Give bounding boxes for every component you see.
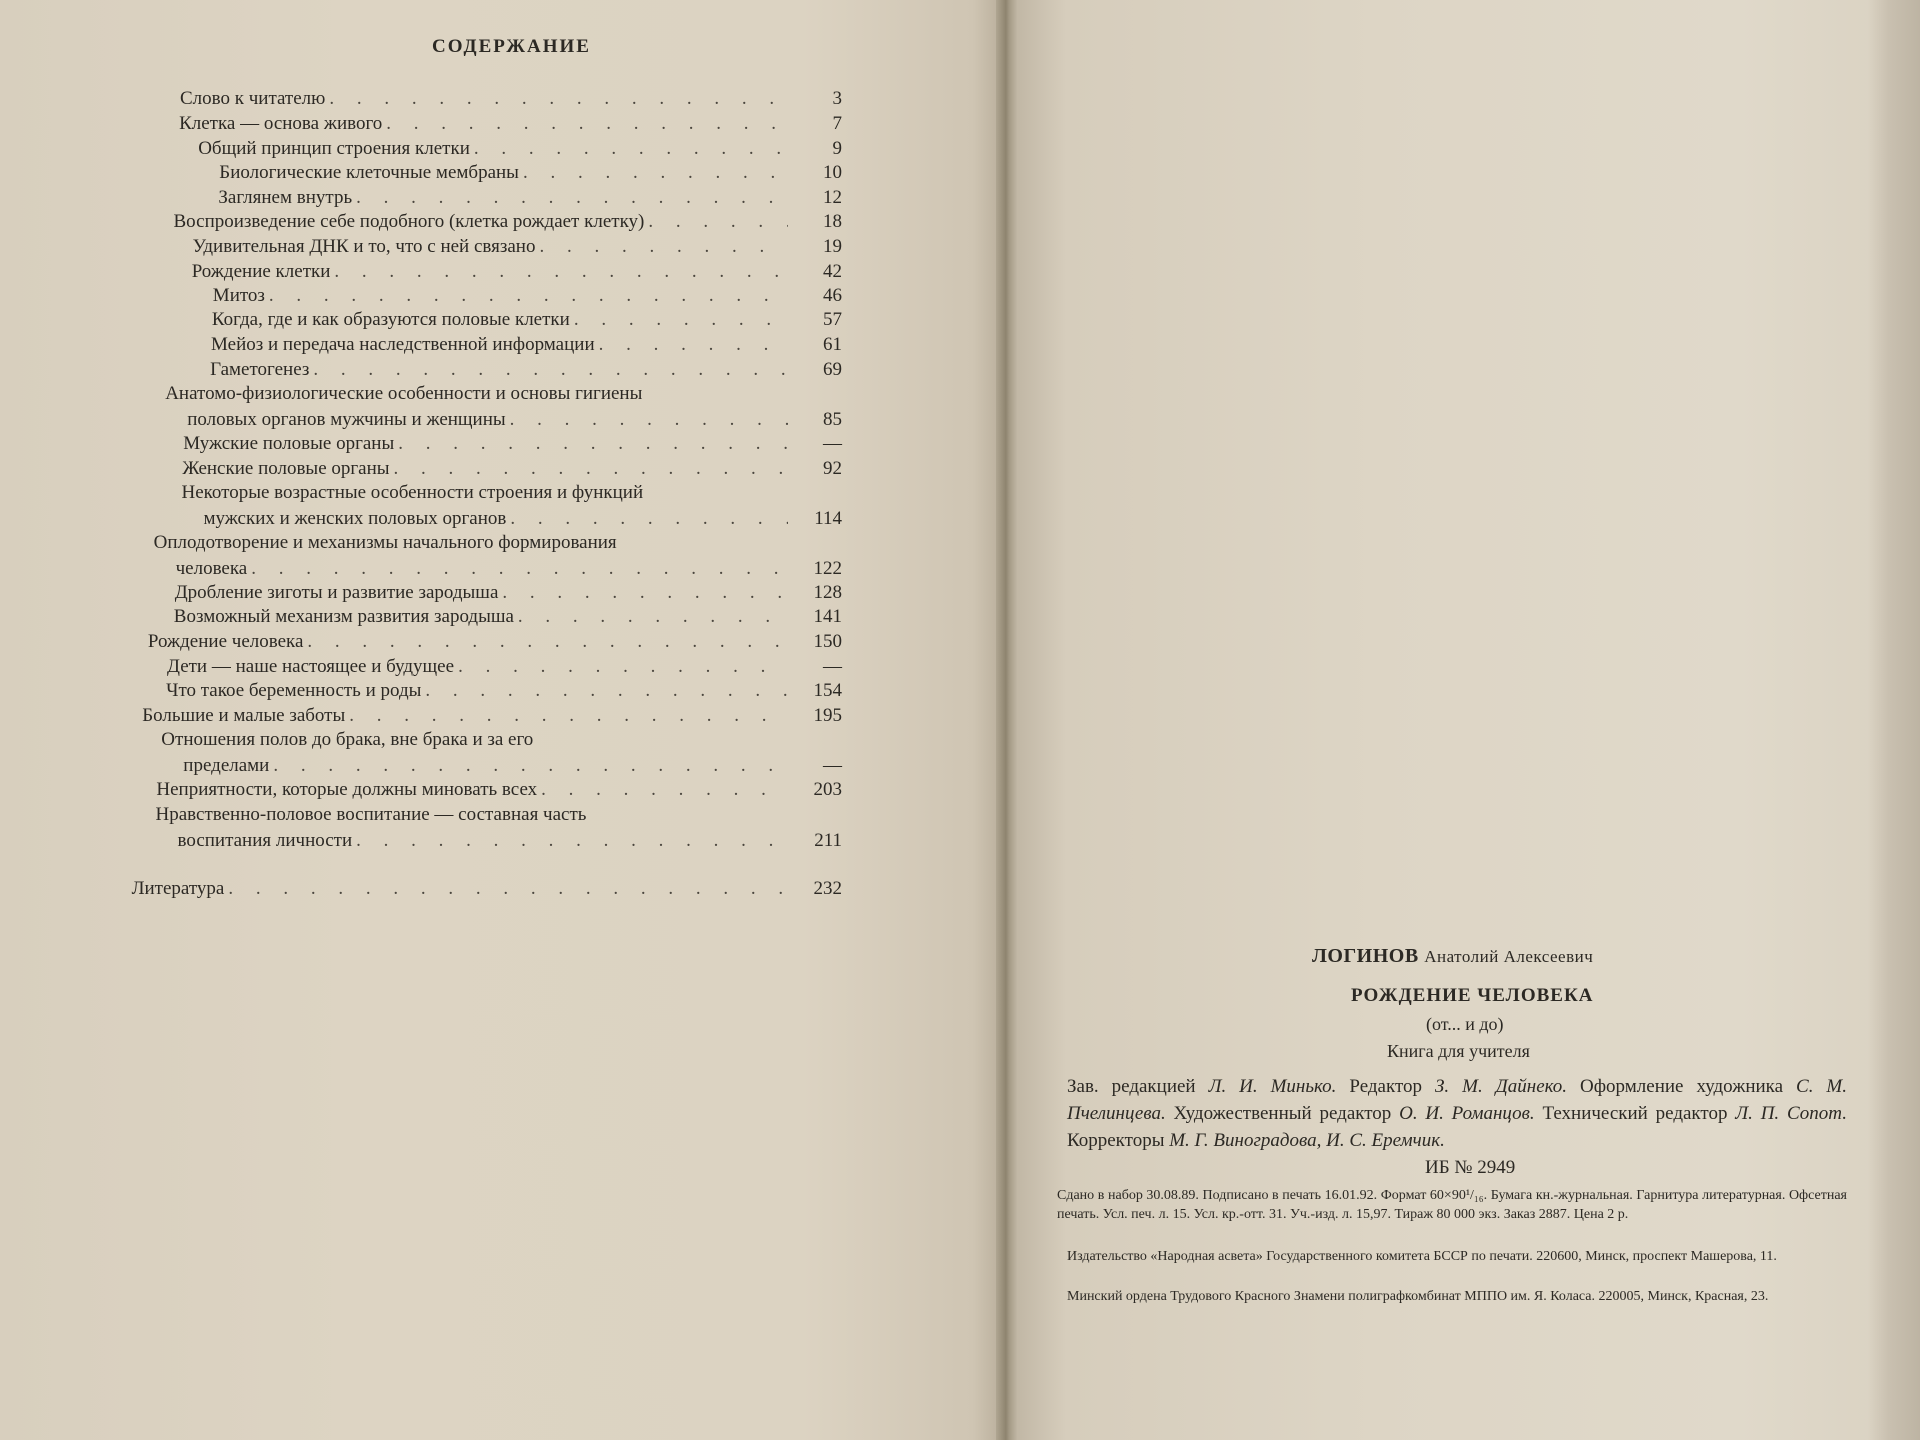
toc-page-number: 122 xyxy=(813,558,842,579)
book-gutter xyxy=(996,0,1018,1440)
toc-entry-line xyxy=(210,357,842,383)
toc-entry-text: Биологические клеточные мембраны xyxy=(219,162,519,183)
toc-entry xyxy=(183,431,842,457)
toc-page-number: 203 xyxy=(813,779,842,800)
toc-page-number: 69 xyxy=(822,359,842,380)
toc-entry-text: Большие и малые заботы xyxy=(142,705,346,726)
toc-entry-text: Митоз xyxy=(212,285,265,306)
toc-entry-line xyxy=(175,580,842,606)
toc-entry xyxy=(198,136,842,162)
toc-entry-text: Нравственно-половое воспитание — составная часть xyxy=(155,804,587,825)
toc-entry xyxy=(193,234,842,260)
toc-entry-line xyxy=(154,556,842,582)
toc-entry-text: Когда, где и как образуются половые клетки xyxy=(211,309,570,330)
toc-entry-text: Рождение клетки xyxy=(191,261,331,282)
toc-entry-text: Дети — наше настоящее и будущее xyxy=(167,656,455,677)
toc-leader-dots xyxy=(458,654,788,680)
toc-entry-line xyxy=(211,332,842,358)
toc-page-number: 9 xyxy=(832,138,842,159)
toc-page-number: 150 xyxy=(813,631,842,652)
toc-entry xyxy=(179,111,842,137)
toc-entry-text: Рождение человека xyxy=(147,631,304,652)
print-info: Сдано в набор 30.08.89. Подписано в печать 16.01.92. Формат 60×90¹/₁₆. Бумага кн.-журнальная. Гарнитура литературная. Офсетная печать. Усл. печ. л. 15. Усл. кр.-отт. 31. Уч.-изд. л. 15,97. Тираж 80 000 экз. Заказ 2887. Цена 2 р. xyxy=(1057,1188,1847,1222)
toc-page-number: 12 xyxy=(822,187,842,208)
toc-entry xyxy=(192,259,842,285)
toc-entry-line xyxy=(180,86,842,112)
toc-page-number: 154 xyxy=(813,680,842,701)
credits xyxy=(1067,1073,1847,1154)
toc-entry xyxy=(174,209,843,235)
toc-entry-text: Мейоз и передача наследственной информации xyxy=(211,334,595,355)
toc-leader-dots xyxy=(349,703,788,729)
toc-entry xyxy=(210,357,842,383)
author-surname: ЛОГИНОВ xyxy=(1312,945,1419,967)
toc-page-number: — xyxy=(822,755,842,776)
toc-entry-text: пределами xyxy=(183,755,270,776)
toc-entry-text: Литература xyxy=(131,878,225,899)
credits-label: Корректоры xyxy=(1067,1130,1170,1151)
toc-entry-line xyxy=(213,283,842,309)
toc-page-number: 46 xyxy=(822,285,842,306)
subtitle: (от... и до) xyxy=(1426,1014,1504,1034)
toc-leader-dots xyxy=(599,332,788,358)
toc-entry-text: Удивительная ДНК и то, что с ней связано xyxy=(192,236,536,257)
toc-entry-line xyxy=(142,703,842,729)
toc-title: СОДЕРЖАНИЕ xyxy=(432,36,591,57)
toc-entry-line xyxy=(161,753,842,779)
toc-entry-text: Мужские половые органы xyxy=(183,433,395,454)
toc-leader-dots xyxy=(539,234,788,260)
toc-entry-line xyxy=(219,160,842,186)
toc-leader-dots xyxy=(329,86,788,112)
toc-leader-dots xyxy=(394,456,788,482)
toc-entry-line xyxy=(192,259,842,285)
credits-name: М. Г. Виноградова, И. С. Еремчик. xyxy=(1169,1130,1445,1151)
toc-entry-text: Возможный механизм развития зародыша xyxy=(173,606,514,627)
toc-page-number: 114 xyxy=(814,508,842,529)
toc-page-number: 19 xyxy=(822,236,842,257)
toc-leader-dots xyxy=(541,777,788,803)
printer-info: Минский ордена Трудового Красного Знамени полиграфкомбинат МППО им. Я. Коласа. 220005, Минск, Красная, 23. xyxy=(1067,1289,1769,1304)
toc-leader-dots xyxy=(356,828,788,854)
toc-page-number: 85 xyxy=(822,409,842,430)
toc-entry xyxy=(156,802,843,854)
toc-entry-text: Заглянем внутрь xyxy=(218,187,353,208)
credits-label: Оформление художника xyxy=(1567,1076,1797,1097)
toc-page-number: 141 xyxy=(813,606,842,627)
book-title: РОЖДЕНИЕ ЧЕЛОВЕКА xyxy=(1351,985,1594,1006)
toc-leader-dots xyxy=(523,160,788,186)
toc-entry-text: Отношения полов до брака, вне брака и за его xyxy=(161,729,534,750)
toc-entry-line xyxy=(156,777,842,803)
toc-entry-line xyxy=(183,431,842,457)
toc-entry-text: Женские половые органы xyxy=(182,458,390,479)
toc-page-number: 10 xyxy=(822,162,842,183)
toc-page-number: 61 xyxy=(823,334,842,355)
toc-leader-dots xyxy=(510,506,788,532)
toc-leader-dots xyxy=(648,209,788,235)
toc-entry-text: мужских и женских половых органов xyxy=(203,508,507,529)
toc-entry-line xyxy=(174,209,843,235)
toc-entry xyxy=(175,580,842,606)
toc-entry-text: человека xyxy=(175,558,248,579)
toc-entry-line xyxy=(193,234,842,260)
toc-entry-text: Некоторые возрастные особенности строения и функций xyxy=(181,482,644,503)
toc-entry-line xyxy=(179,111,842,137)
toc-leader-dots xyxy=(574,307,788,333)
toc-entry-line xyxy=(218,185,842,211)
toc-entry xyxy=(165,381,842,433)
credits-name: О. И. Романцов. xyxy=(1399,1103,1535,1124)
toc-entry xyxy=(174,604,842,630)
toc-leader-dots xyxy=(273,753,788,779)
toc-entry-line xyxy=(182,456,842,482)
toc-entry-line xyxy=(165,407,842,433)
credits-name: З. М. Дайнеко. xyxy=(1435,1076,1568,1097)
credits-name: С. М. Пчелинцева. xyxy=(1067,1076,1848,1124)
toc-entry-text: Клетка — основа живого xyxy=(179,113,383,134)
toc-page-number: — xyxy=(822,433,842,454)
toc-leader-dots xyxy=(269,283,788,309)
toc-entry xyxy=(213,283,842,309)
toc-page-number: 3 xyxy=(832,88,842,109)
toc-entry-line xyxy=(156,828,843,854)
toc-entry-line xyxy=(198,136,842,162)
toc-page-number: 232 xyxy=(813,878,842,899)
toc-entry-line xyxy=(167,654,842,680)
toc-leader-dots xyxy=(307,629,788,655)
toc-entry-text: Дробление зиготы и развитие зародыша xyxy=(174,582,499,603)
toc-entry-text: Воспроизведение себе подобного (клетка рождает клетку) xyxy=(173,211,645,232)
toc-entry-text: Анатомо-физиологические особенности и основы гигиены xyxy=(165,383,643,404)
toc-entry xyxy=(182,480,843,532)
toc-entry xyxy=(156,777,842,803)
credits-name: Л. И. Минько. xyxy=(1208,1076,1337,1097)
toc-leader-dots xyxy=(334,259,788,285)
toc-page-number: 57 xyxy=(822,309,842,330)
toc-page-number: 211 xyxy=(814,830,842,851)
publisher-info: Издательство «Народная асвета» Государственного комитета БССР по печати. 220600, Минск, проспект Машерова, 11. xyxy=(1067,1249,1777,1264)
credits-label: Зав. редакцией xyxy=(1067,1076,1209,1097)
toc-page-number: — xyxy=(823,656,842,677)
toc-entry-text: Гаметогенез xyxy=(210,359,310,380)
toc-entry xyxy=(182,456,842,482)
right-page xyxy=(1012,0,1920,1440)
page-edge xyxy=(1868,0,1920,1440)
toc-page-number: 18 xyxy=(823,211,842,232)
toc-entry-line xyxy=(212,307,842,333)
toc-entry xyxy=(142,703,842,729)
toc-entry xyxy=(166,678,842,704)
toc-page-number: 128 xyxy=(813,582,842,603)
toc-entry-text: Неприятности, которые должны миновать всех xyxy=(156,779,538,800)
toc-entry xyxy=(180,86,842,112)
toc-entry xyxy=(154,530,842,582)
ib-number: ИБ № 2949 xyxy=(1425,1157,1516,1178)
toc-page-number: 195 xyxy=(813,705,842,726)
credits-label: Технический редактор xyxy=(1534,1103,1736,1124)
toc-leader-dots xyxy=(251,556,788,582)
toc-entry-line xyxy=(132,876,842,902)
author-given-name: Анатолий Алексеевич xyxy=(1424,947,1594,966)
toc-entry xyxy=(132,876,842,902)
toc-leader-dots xyxy=(228,876,788,902)
toc-page-number: 92 xyxy=(822,458,842,479)
toc-entry-line xyxy=(182,506,843,532)
toc-entry xyxy=(148,629,842,655)
toc-leader-dots xyxy=(356,185,788,211)
toc-page-number: 7 xyxy=(832,113,842,134)
toc-entry-text: Слово к читателю xyxy=(180,88,326,109)
toc-leader-dots xyxy=(386,111,788,137)
credits-label: Художественный редактор xyxy=(1165,1103,1400,1124)
toc-leader-dots xyxy=(502,580,788,606)
toc-entry xyxy=(211,332,842,358)
toc-entry-text: Общий принцип строения клетки xyxy=(198,138,470,159)
toc-entry xyxy=(161,727,842,779)
toc-entry-text: Оплодотворение и механизмы начального формирования xyxy=(153,532,617,553)
toc-entry xyxy=(212,307,842,333)
toc-leader-dots xyxy=(398,431,788,457)
toc-entry-line xyxy=(166,678,842,704)
toc-entry xyxy=(219,160,842,186)
toc-entry-line xyxy=(174,604,842,630)
toc-entry-line xyxy=(148,629,842,655)
toc-page-number: 42 xyxy=(822,261,842,282)
toc-leader-dots xyxy=(510,407,788,433)
toc-entry xyxy=(167,654,842,680)
toc-entry-text: Что такое беременность и роды xyxy=(166,680,422,701)
toc-leader-dots xyxy=(425,678,788,704)
toc-leader-dots xyxy=(313,357,788,383)
author xyxy=(1312,945,1593,968)
toc-entry-text: воспитания личности xyxy=(177,830,353,851)
toc-leader-dots xyxy=(474,136,788,162)
toc-entry xyxy=(218,185,842,211)
credits-name: Л. П. Сопот. xyxy=(1735,1103,1847,1124)
audience: Книга для учителя xyxy=(1387,1041,1530,1061)
credits-label: Редактор xyxy=(1336,1076,1435,1097)
toc-entry-text: половых органов мужчины и женщины xyxy=(187,409,506,430)
toc-leader-dots xyxy=(518,604,788,630)
